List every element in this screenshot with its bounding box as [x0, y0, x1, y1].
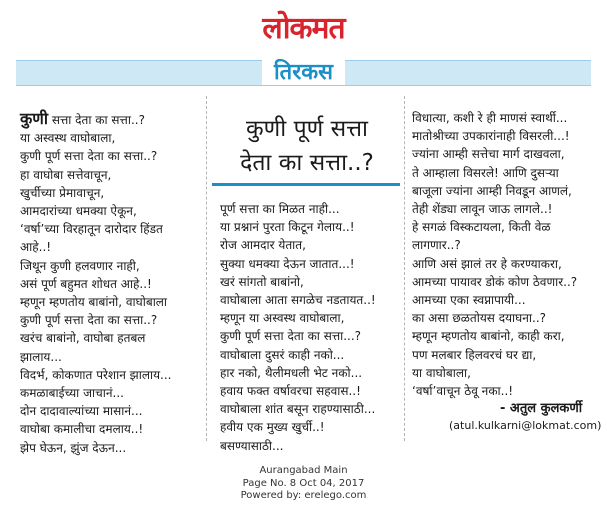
article-line: हे सगळं विस्कटायला, किती वेळ	[412, 220, 551, 235]
article-line: वाघोबा कमालीचा दमलाय..!	[20, 422, 144, 437]
article-line: आमच्या एका स्वप्नापायी...	[412, 293, 526, 308]
article-line: बसण्यासाठी...	[220, 438, 284, 453]
article-line: लागणार..?	[412, 238, 461, 253]
article-line: पण मलबार हिलवरचं घर द्या,	[412, 347, 537, 362]
article-line: ते आम्हाला विसरले! आणि दुसऱ्या	[412, 165, 559, 180]
author-email[interactable]: (atul.kulkarni@lokmat.com)	[449, 419, 602, 432]
article-line: आहे..!	[20, 240, 52, 255]
article-line: ‘वर्षा’वाचून ठेवू नका..!	[412, 384, 514, 399]
masthead-logo: लोकमत	[262, 11, 345, 46]
article-line: म्हणून म्हणतोय बाबांनो, काही करा,	[412, 329, 565, 344]
article-line: ज्यांना आम्ही सत्तेचा मार्ग दाखवला,	[412, 147, 565, 162]
first-line-rest: सत्ता देता का सत्ता..?	[48, 113, 145, 127]
article-line: पूर्ण सत्ता का मिळत नाही...	[220, 202, 340, 216]
article-headline	[212, 112, 402, 180]
article-line: रोज आमदार येतात,	[220, 238, 306, 253]
article-column-1	[20, 110, 172, 457]
article-line: म्हणून या अस्वस्थ वाघोबाला,	[220, 311, 345, 326]
article-line: असं पूर्ण बहुमत शोधत आहे..!	[20, 276, 152, 291]
article-line: का असा छळतोयस दयाघना..?	[412, 311, 547, 326]
article-line: विधात्या, कशी रे ही माणसं स्वार्थी...	[412, 111, 568, 125]
article-line: जिथून कुणी हलवणार नाही,	[20, 258, 140, 273]
article-line: बाजूला ज्यांना आम्ही निवडून आणलं,	[412, 183, 572, 198]
article-line: मातोश्रीच्या उपकारांनाही विसरली...!	[412, 129, 570, 144]
footer-edition: Aurangabad Main	[259, 465, 348, 476]
article-line: खुर्चीच्या प्रेमावाचून,	[20, 185, 105, 200]
article-column-3	[412, 109, 577, 400]
section-title-text: तिरकस	[262, 60, 345, 85]
headline-line-1: कुणी पूर्ण सत्ता	[246, 116, 368, 142]
headline-underline	[212, 183, 400, 186]
column-divider-1	[206, 96, 207, 441]
article-column-2	[220, 200, 376, 455]
article-line: ‘वर्षा’च्या विरहातून दारोदार हिंडत	[20, 222, 163, 237]
column-divider-2	[404, 96, 405, 441]
article-line: कुणी पूर्ण सत्ता देता का सत्ता..?	[20, 313, 158, 328]
article-line: वाघोबाला शांत बसून राहण्यासाठी...	[220, 402, 376, 417]
page-footer	[0, 465, 607, 503]
article-line: कमळाबाईच्या जाचानं...	[20, 386, 124, 401]
article-line: झालाय...	[20, 349, 62, 364]
article-line: या प्रश्नानं पुरता किटून गेलाय..!	[220, 220, 355, 235]
footer-powered-by[interactable]: Powered by: erelego.com	[240, 490, 367, 501]
article-line: विदर्भ, कोकणात परेशान झालाय...	[20, 367, 172, 382]
article-line: तेही शेंड्या लावून जाऊ लागले..!	[412, 202, 553, 217]
article-line: कुणी पूर्ण सत्ता देता का सत्ता..?	[20, 149, 158, 164]
article-line: कुणी पूर्ण सत्ता देता का सत्ता...?	[220, 329, 362, 344]
drop-word: कुणी	[20, 109, 49, 128]
article-line: म्हणून म्हणतोय बाबांनो, वाघोबाला	[20, 295, 168, 310]
article-line: आणि असं झालं तर हे करण्याकरा,	[412, 256, 562, 271]
article-line: हार नको, थैलीमधली भेट नको...	[220, 365, 363, 380]
footer-page-date: Page No. 8 Oct 04, 2017	[242, 477, 365, 489]
article-line: या अस्वस्थ वाघोबाला,	[20, 131, 116, 146]
article-line: आमदारांच्या धमक्या ऐकून,	[20, 204, 137, 219]
article-line: आमच्या पायावर डोकं कोण ठेवणार..?	[412, 274, 578, 289]
article-line: झेप घेऊन, झुंज देऊन...	[20, 440, 127, 455]
article-line: हवाय फक्त वर्षावरचा सहवास..!	[220, 384, 361, 399]
article-line: हा वाघोबा सत्तेवाचून,	[20, 167, 112, 182]
headline-line-2: देता का सत्ता..?	[240, 150, 374, 176]
article-line: खरं सांगतो बाबांनो,	[220, 274, 304, 289]
column-1-first-line	[20, 110, 172, 129]
article-line: या वाघोबाला,	[412, 365, 471, 380]
article-line: सुक्या धमक्या देऊन जातात...!	[220, 256, 355, 271]
article-line: दोन दादावाल्यांच्या मासानं...	[20, 404, 143, 419]
article-line: वाघोबाला आता सगळेच नडतायत..!	[220, 293, 376, 308]
article-line: वाघोबाला दुसरं काही नको...	[220, 347, 345, 362]
article-line: हवीय एक मुख्य खुर्ची..!	[220, 420, 325, 435]
section-title	[0, 59, 607, 87]
author-name: - अतुल कुलकर्णी	[500, 401, 583, 416]
article-line: खरंच बाबांनो, वाघोबा हतबल	[20, 331, 146, 346]
